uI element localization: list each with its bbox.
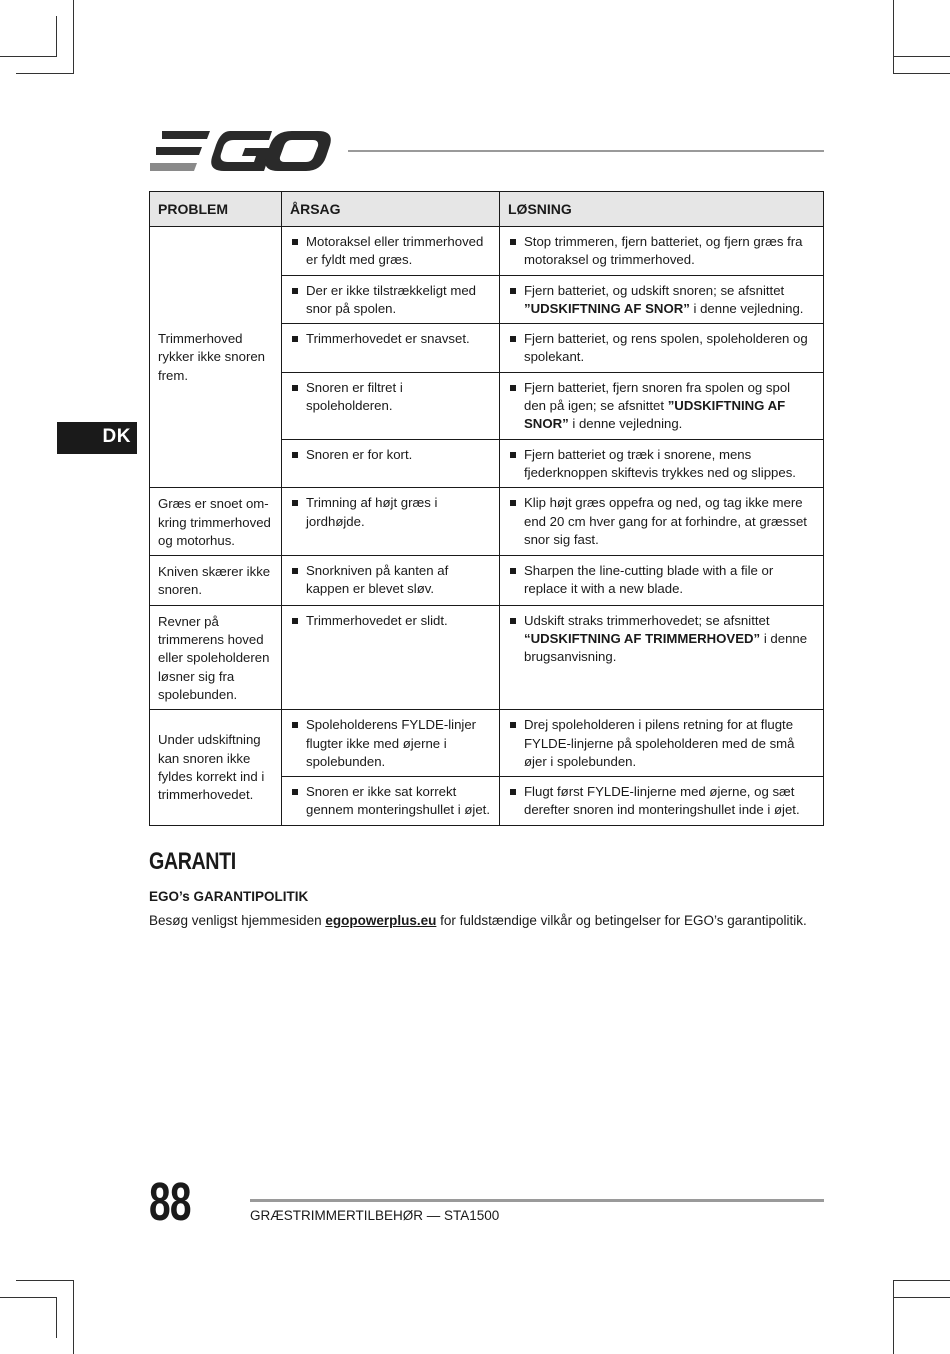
- solution-text: Fjern batteriet, og rens spolen, spoleholderen og spolekant.: [524, 331, 808, 365]
- header-rule: [348, 150, 824, 152]
- crop-mark: [16, 73, 74, 74]
- crop-mark: [893, 73, 950, 74]
- solution-text-tail: i denne vejledning.: [568, 416, 683, 432]
- solution-text-tail: i denne brugsanvisning.: [524, 631, 808, 665]
- cause-cell: [282, 324, 500, 373]
- column-header: ÅRSAG: [282, 192, 500, 227]
- crop-mark: [73, 1280, 74, 1354]
- solution-cell: [500, 275, 824, 324]
- cause-text: Motoraksel eller trimmerhoved er fyldt med græs.: [290, 233, 491, 270]
- solution-cell: [500, 439, 824, 488]
- table-row: [150, 556, 824, 606]
- crop-mark: [893, 1280, 950, 1281]
- ego-logo: [150, 130, 332, 172]
- solution-cell: [500, 777, 824, 826]
- solution-text: Fjern batteriet, fjern snoren fra spolen og spol den på igen; se afsnittet: [524, 379, 791, 414]
- solution-text: Klip højt græs oppefra og ned, og tag ikke mere end 20 cm hver gang for at forhindre, at græsset snor sig fast.: [524, 495, 807, 547]
- crop-mark: [893, 0, 894, 74]
- solution-cell: [500, 605, 824, 709]
- solution-emphasis: ”UDSKIFTNING AF SNOR”: [524, 300, 690, 316]
- cause-text: Snoren er ikke sat korrekt gennem monteringshullet i øjet.: [290, 783, 491, 820]
- page-number: 88: [149, 1172, 191, 1232]
- crop-mark: [73, 0, 74, 74]
- solution-cell: [500, 227, 824, 276]
- solution-text: Stop trimmeren, fjern batteriet, og fjern græs fra motoraksel og trimmerhoved.: [524, 234, 803, 268]
- footer-title: GRÆSTRIMMERTILBEHØR — STA1500: [250, 1208, 500, 1223]
- table-row: [150, 488, 824, 556]
- solution-cell: [500, 324, 824, 373]
- footer-rule: [250, 1199, 824, 1202]
- warranty-text-before: Besøg venligst hjemmesiden: [149, 913, 326, 928]
- language-tab: [57, 422, 137, 454]
- solution-text: Udskift straks trimmerhovedet; se afsnittet: [524, 612, 770, 628]
- cause-text: Der er ikke tilstrækkeligt med snor på spolen.: [290, 282, 491, 319]
- solution-emphasis: “UDSKIFTNING AF TRIMMERHOVED”: [524, 631, 761, 647]
- cause-text: Snoren er for kort.: [290, 446, 491, 464]
- table-row: [150, 605, 824, 709]
- cause-cell: [282, 605, 500, 709]
- warranty-text: [149, 913, 807, 928]
- crop-mark: [893, 56, 950, 57]
- solution-cell: [500, 488, 824, 556]
- language-tab-label: DK: [102, 426, 131, 447]
- cause-cell: [282, 488, 500, 556]
- solution-cell: [500, 556, 824, 606]
- warranty-text-after: for fuldstændige vilkår og betingelser for EGO’s garantipolitik.: [436, 913, 807, 928]
- problem-cell: Revner på trimmerens hoved eller spoleholderen løsner sig fra spolebunden.: [150, 605, 282, 709]
- troubleshooting-table: [149, 191, 824, 826]
- crop-mark: [893, 1297, 950, 1298]
- warranty-heading: GARANTI: [149, 848, 236, 875]
- crop-mark: [16, 1280, 74, 1281]
- solution-text: Fjern batteriet og træk i snorene, mens fjederknoppen skiftevis trykkes ned og slippes.: [524, 446, 796, 480]
- cause-cell: [282, 439, 500, 488]
- warranty-subheading: EGO’s GARANTIPOLITIK: [149, 889, 309, 904]
- table-header-row: [150, 192, 824, 227]
- solution-cell: [500, 710, 824, 777]
- solution-text: Flugt først FYLDE-linjerne med øjerne, og sæt derefter snoren ind monteringshullet inde i øjet.: [524, 784, 800, 818]
- table-row: [150, 710, 824, 777]
- cause-text: Trimmerhovedet er slidt.: [290, 612, 491, 630]
- cause-text: Snorkniven på kanten af kappen er blevet sløv.: [290, 562, 491, 599]
- solution-emphasis: ”UDSKIFTNING AF SNOR”: [524, 398, 786, 432]
- problem-cell: Trimmerhoved rykker ikke snoren frem.: [150, 227, 282, 488]
- cause-cell: [282, 275, 500, 324]
- cause-cell: [282, 556, 500, 606]
- problem-cell: Græs er snoet om-kring trimmerhoved og motorhus.: [150, 488, 282, 556]
- column-header: LØSNING: [500, 192, 824, 227]
- crop-mark: [0, 56, 56, 57]
- crop-mark: [56, 1297, 57, 1338]
- solution-cell: [500, 372, 824, 439]
- problem-cell: Under udskiftning kan snoren ikke fyldes korrekt ind i trimmerhovedet.: [150, 710, 282, 825]
- cause-text: Trimning af højt græs i jordhøjde.: [290, 494, 491, 531]
- cause-text: Trimmerhovedet er snavset.: [290, 330, 491, 348]
- solution-text: Sharpen the line-cutting blade with a file or replace it with a new blade.: [524, 563, 774, 597]
- cause-cell: [282, 372, 500, 439]
- cause-text: Spoleholderens FYLDE-linjer flugter ikke med øjerne i spolebunden.: [290, 716, 491, 771]
- table-row: [150, 227, 824, 276]
- solution-text: Drej spoleholderen i pilens retning for at flugte FYLDE-linjerne på spoleholderen med de små øjer i spolebunden.: [524, 717, 795, 769]
- problem-cell: Kniven skærer ikke snoren.: [150, 556, 282, 606]
- crop-mark: [0, 1297, 56, 1298]
- crop-mark: [56, 16, 57, 57]
- cause-text: Snoren er filtret i spoleholderen.: [290, 379, 491, 416]
- crop-mark: [893, 1280, 894, 1354]
- warranty-link[interactable]: egopowerplus.eu: [325, 913, 437, 928]
- cause-cell: [282, 710, 500, 777]
- solution-text-tail: i denne vejledning.: [689, 300, 804, 316]
- cause-cell: [282, 777, 500, 826]
- column-header: PROBLEM: [150, 192, 282, 227]
- solution-text: Fjern batteriet, og udskift snoren; se afsnittet: [524, 282, 785, 298]
- cause-cell: [282, 227, 500, 276]
